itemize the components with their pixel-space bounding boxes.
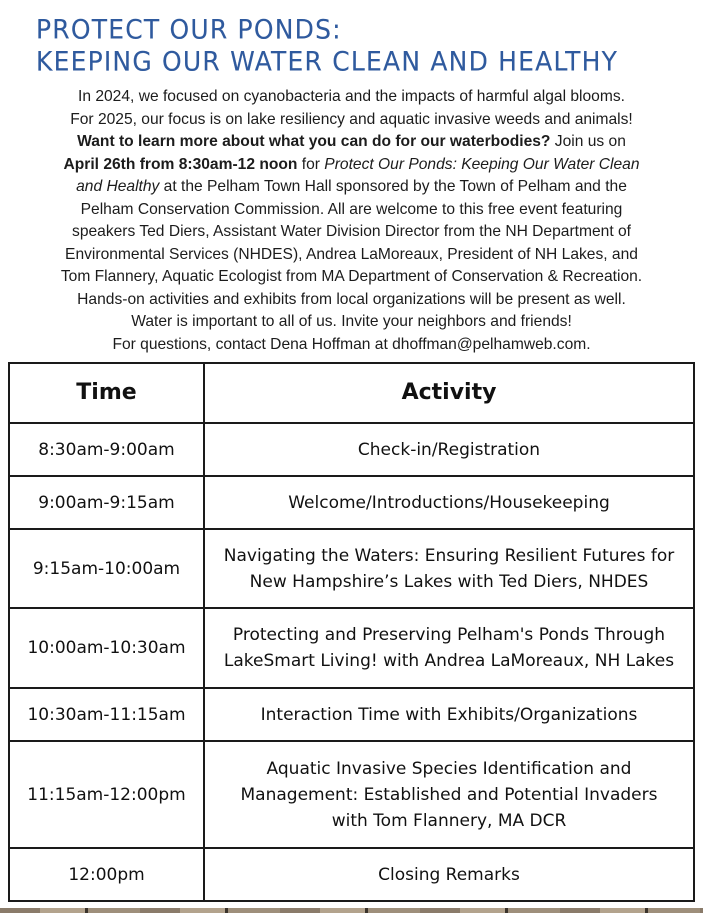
intro-line (0, 131, 703, 154)
table-row (9, 476, 694, 529)
intro-line (0, 154, 703, 177)
intro-line: Tom Flannery, Aquatic Ecologist from MA Department of Conservation & Recreation. (60, 268, 643, 285)
activity-line: New Hampshire’s Lakes with Ted Diers, NHDES (249, 571, 649, 592)
activity-line: Protecting and Preserving Pelham's Ponds Through (232, 625, 666, 645)
table-row (9, 848, 694, 901)
decorative-photo-strip (0, 908, 703, 913)
intro-line: Hands-on activities and exhibits from local organizations will be present as well. (77, 290, 626, 308)
activity-cell (204, 608, 694, 688)
activity-line: with Tom Flannery, MA DCR (331, 810, 567, 831)
activity-cell (204, 741, 694, 848)
intro-paragraph (0, 86, 703, 356)
table-header-row (9, 363, 694, 423)
call-to-action: Want to learn more about what you can do for our waterbodies? (77, 133, 551, 150)
activity-line: Interaction Time with Exhibits/Organizations (260, 704, 638, 725)
schedule-table (8, 362, 695, 902)
time-cell: 10:00am-10:30am (9, 608, 204, 688)
time-cell: 9:15am-10:00am (9, 529, 204, 608)
activity-cell (204, 476, 694, 529)
table-row (9, 529, 694, 608)
time-cell: 11:15am-12:00pm (9, 741, 204, 848)
page-title (36, 14, 696, 78)
intro-text: for (297, 155, 325, 173)
title-line-1: PROTECT OUR PONDS: (36, 13, 342, 46)
intro-line: For 2025, our focus is on lake resiliency and aquatic invasive weeds and animals! (70, 110, 633, 128)
activity-line: Closing Remarks (378, 864, 520, 885)
time-cell: 9:00am-9:15am (9, 476, 204, 529)
table-row (9, 741, 694, 848)
activity-line: Check-in/Registration (357, 439, 541, 460)
intro-line: Water is important to all of us. Invite your neighbors and friends! (131, 313, 572, 330)
table-row (9, 608, 694, 688)
intro-line: Pelham Conservation Commission. All are welcome to this free event featuring (80, 200, 623, 218)
intro-text: Join us on (550, 133, 626, 150)
activity-cell (204, 423, 694, 476)
table-row (9, 423, 694, 476)
activity-cell (204, 529, 694, 608)
title-line-2: KEEPING OUR WATER CLEAN AND HEALTHY (36, 45, 619, 78)
intro-line (0, 176, 703, 199)
activity-cell (204, 848, 694, 901)
activity-line: LakeSmart Living! with Andrea LaMoreaux, NH Lakes (223, 651, 675, 671)
activity-line: Aquatic Invasive Species Identification and (266, 758, 632, 779)
contact-line: For questions, contact Dena Hoffman at dhoffman@pelhamweb.com. (112, 335, 591, 353)
column-header-activity: Activity (204, 363, 694, 423)
table-row (9, 688, 694, 741)
event-date: April 26th from 8:30am-12 noon (63, 155, 298, 173)
intro-text: at the Pelham Town Hall sponsored by the Town of Pelham and the (159, 178, 627, 195)
activity-line: Welcome/Introductions/Housekeeping (288, 492, 610, 513)
event-name: Protect Our Ponds: Keeping Our Water Clean (324, 155, 640, 173)
column-header-time: Time (9, 363, 204, 423)
event-name: and Healthy (76, 178, 160, 195)
intro-line: Environmental Services (NHDES), Andrea LaMoreaux, President of NH Lakes, and (65, 245, 638, 263)
time-cell: 10:30am-11:15am (9, 688, 204, 741)
intro-line: speakers Ted Diers, Assistant Water Division Director from the NH Department of (72, 223, 631, 240)
time-cell: 12:00pm (9, 848, 204, 901)
activity-line: Management: Established and Potential Invaders (240, 784, 658, 805)
activity-line: Navigating the Waters: Ensuring Resilient Futures for (223, 545, 675, 566)
intro-line: In 2024, we focused on cyanobacteria and the impacts of harmful algal blooms. (78, 88, 625, 105)
time-cell: 8:30am-9:00am (9, 423, 204, 476)
activity-cell (204, 688, 694, 741)
